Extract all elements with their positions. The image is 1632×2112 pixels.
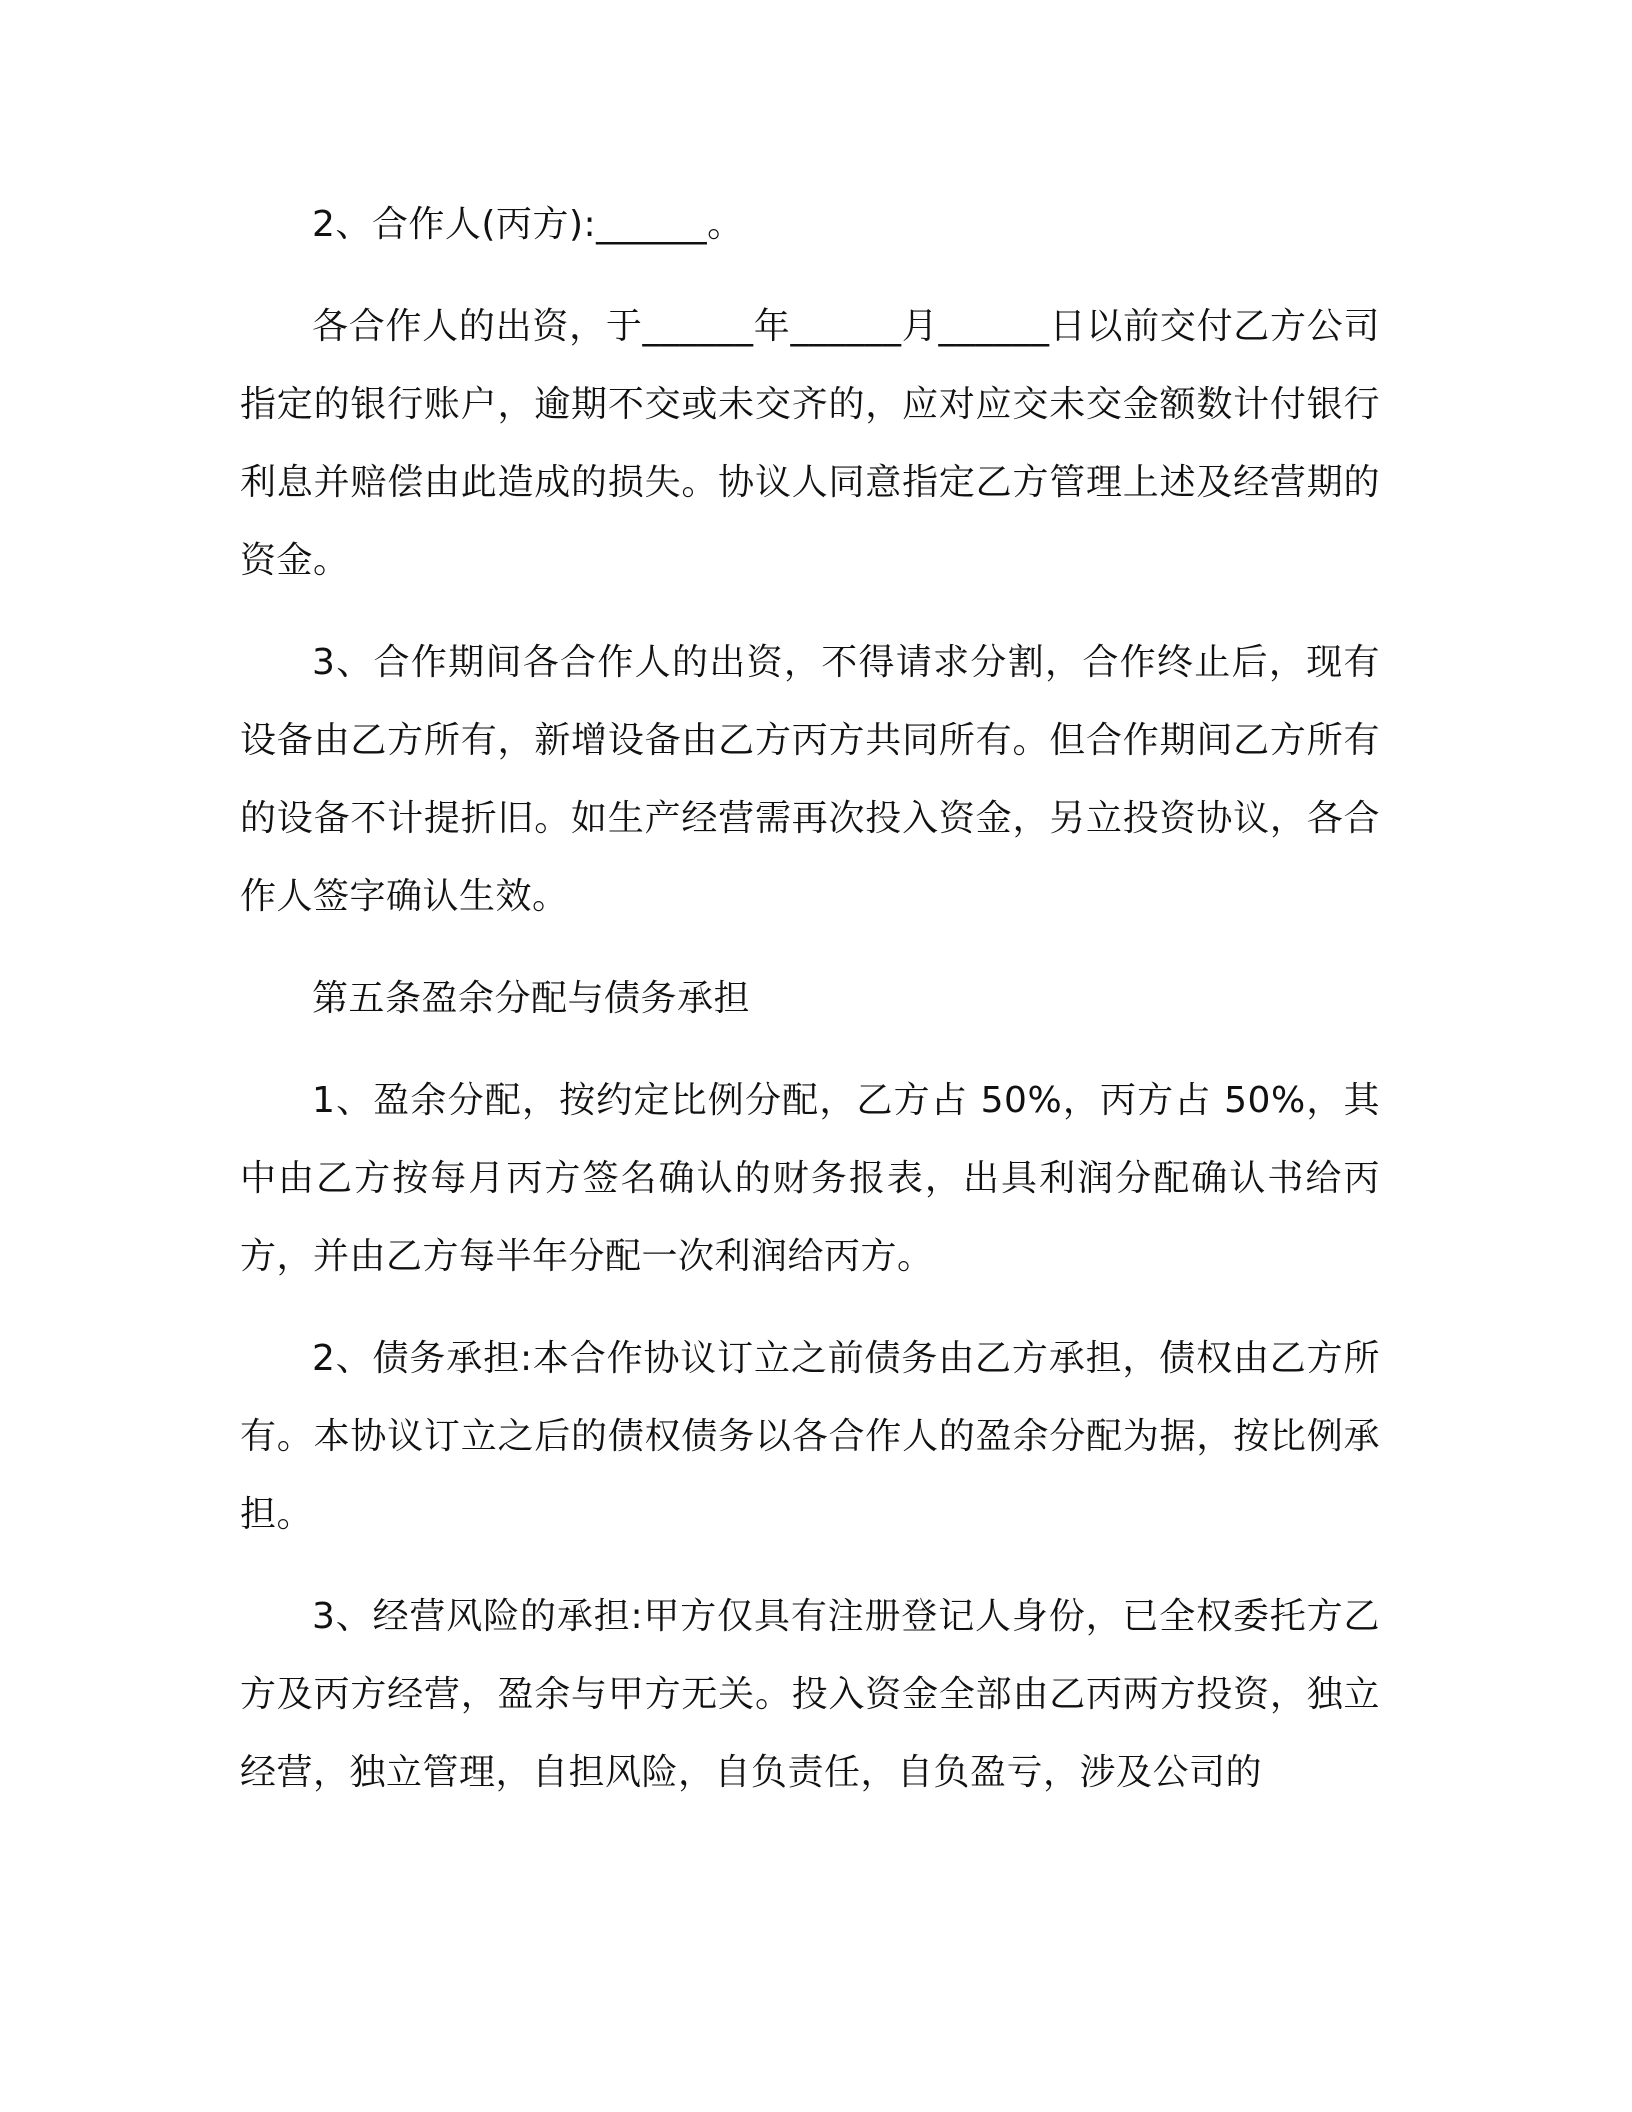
paragraph-partner-c: 2、合作人(丙方):______。 bbox=[312, 204, 744, 245]
paragraph-profit-distribution: 1、盈余分配，按约定比例分配，乙方占 50%，丙方占 50%，其中由乙方按每月丙方签名确认的财务报表，出具利润分配确认书给丙方，并由乙方每半年分配一次利润给丙方。 bbox=[240, 1080, 1380, 1277]
section-heading-article-5: 第五条盈余分配与债务承担 bbox=[312, 978, 751, 1019]
document-body bbox=[240, 186, 1380, 1812]
paragraph-debt-bearing: 2、债务承担:本合作协议订立之前债务由乙方承担，债权由乙方所有。本协议订立之后的债权债务以各合作人的盈余分配为据，按比例承担。 bbox=[240, 1338, 1380, 1535]
paragraph-equipment-ownership: 3、合作期间各合作人的出资，不得请求分割，合作终止后，现有设备由乙方所有，新增设备由乙方丙方共同所有。但合作期间乙方所有的设备不计提折旧。如生产经营需再次投入资金，另立投资协议，各合作人签字确认生效。 bbox=[240, 642, 1380, 917]
paragraph-capital-payment: 各合作人的出资，于______年______月______日以前交付乙方公司指定的银行账户，逾期不交或未交齐的，应对应交未交金额数计付银行利息并赔偿由此造成的损失。协议人同意指定乙方管理上述及经营期的资金。 bbox=[240, 306, 1380, 581]
paragraph-operating-risk: 3、经营风险的承担:甲方仅具有注册登记人身份，已全权委托方乙方及丙方经营，盈余与甲方无关。投入资金全部由乙丙两方投资，独立经营，独立管理，自担风险，自负责任，自负盈亏，涉及公司的 bbox=[240, 1596, 1380, 1793]
